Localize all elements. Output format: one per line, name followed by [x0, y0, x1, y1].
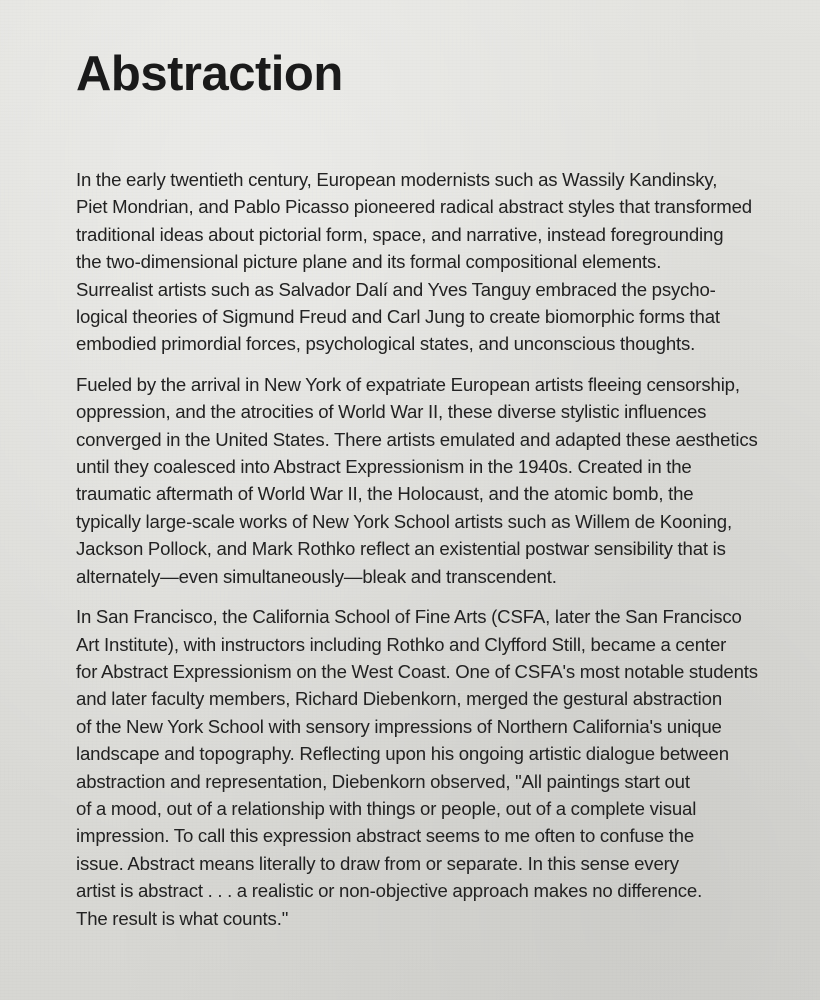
text-line: traditional ideas about pictorial form, space, and narrative, instead foregrounding	[76, 223, 724, 245]
text-line: converged in the United States. There artists emulated and adapted these aesthetics	[76, 428, 758, 450]
text-line: issue. Abstract means literally to draw from or separate. In this sense every	[76, 852, 679, 874]
text-line: the two-dimensional picture plane and its formal compositional elements.	[76, 251, 662, 273]
text-line: oppression, and the atrocities of World War II, these diverse stylistic influences	[76, 401, 707, 423]
text-line: embodied primordial forces, psychological states, and unconscious thoughts.	[76, 333, 696, 355]
text-line: Piet Mondrian, and Pablo Picasso pioneered radical abstract styles that transformed	[76, 196, 752, 218]
text-line: abstraction and representation, Diebenkorn observed, "All paintings start out	[76, 770, 690, 792]
text-line: of a mood, out of a relationship with things or people, out of a complete visual	[76, 797, 697, 819]
wall-text-body	[76, 166, 758, 945]
text-line: In San Francisco, the California School of Fine Arts (CSFA, later the San Francisco	[76, 606, 742, 628]
panel-title: Abstraction	[76, 47, 343, 101]
paragraph	[76, 166, 752, 358]
text-line: logical theories of Sigmund Freud and Carl Jung to create biomorphic forms that	[76, 306, 720, 328]
text-line: alternately—even simultaneously—bleak and transcendent.	[76, 565, 557, 587]
text-line: typically large-scale works of New York School artists such as Willem de Kooning,	[76, 510, 732, 532]
text-line: until they coalesced into Abstract Expressionism in the 1940s. Created in the	[76, 456, 692, 478]
text-line: The result is what counts."	[76, 907, 289, 929]
paragraph	[76, 371, 758, 590]
text-line: Jackson Pollock, and Mark Rothko reflect an existential postwar sensibility that is	[76, 538, 726, 560]
text-line: traumatic aftermath of World War II, the Holocaust, and the atomic bomb, the	[76, 483, 694, 505]
text-line: Art Institute), with instructors including Rothko and Clyfford Still, became a center	[76, 633, 727, 655]
text-line: Fueled by the arrival in New York of expatriate European artists fleeing censorship,	[76, 373, 740, 395]
text-line: impression. To call this expression abstract seems to me often to confuse the	[76, 825, 695, 847]
text-line: for Abstract Expressionism on the West Coast. One of CSFA's most notable students	[76, 660, 758, 682]
paragraph	[76, 603, 758, 932]
text-line: landscape and topography. Reflecting upon his ongoing artistic dialogue between	[76, 743, 729, 765]
text-line: In the early twentieth century, European modernists such as Wassily Kandinsky,	[76, 169, 718, 190]
text-line: and later faculty members, Richard Diebenkorn, merged the gestural abstraction	[76, 688, 723, 710]
text-line: Surrealist artists such as Salvador Dalí and Yves Tanguy embraced the psycho-	[76, 278, 716, 300]
text-line: of the New York School with sensory impressions of Northern California's unique	[76, 715, 722, 737]
text-line: artist is abstract . . . a realistic or non-objective approach makes no difference.	[76, 880, 703, 902]
